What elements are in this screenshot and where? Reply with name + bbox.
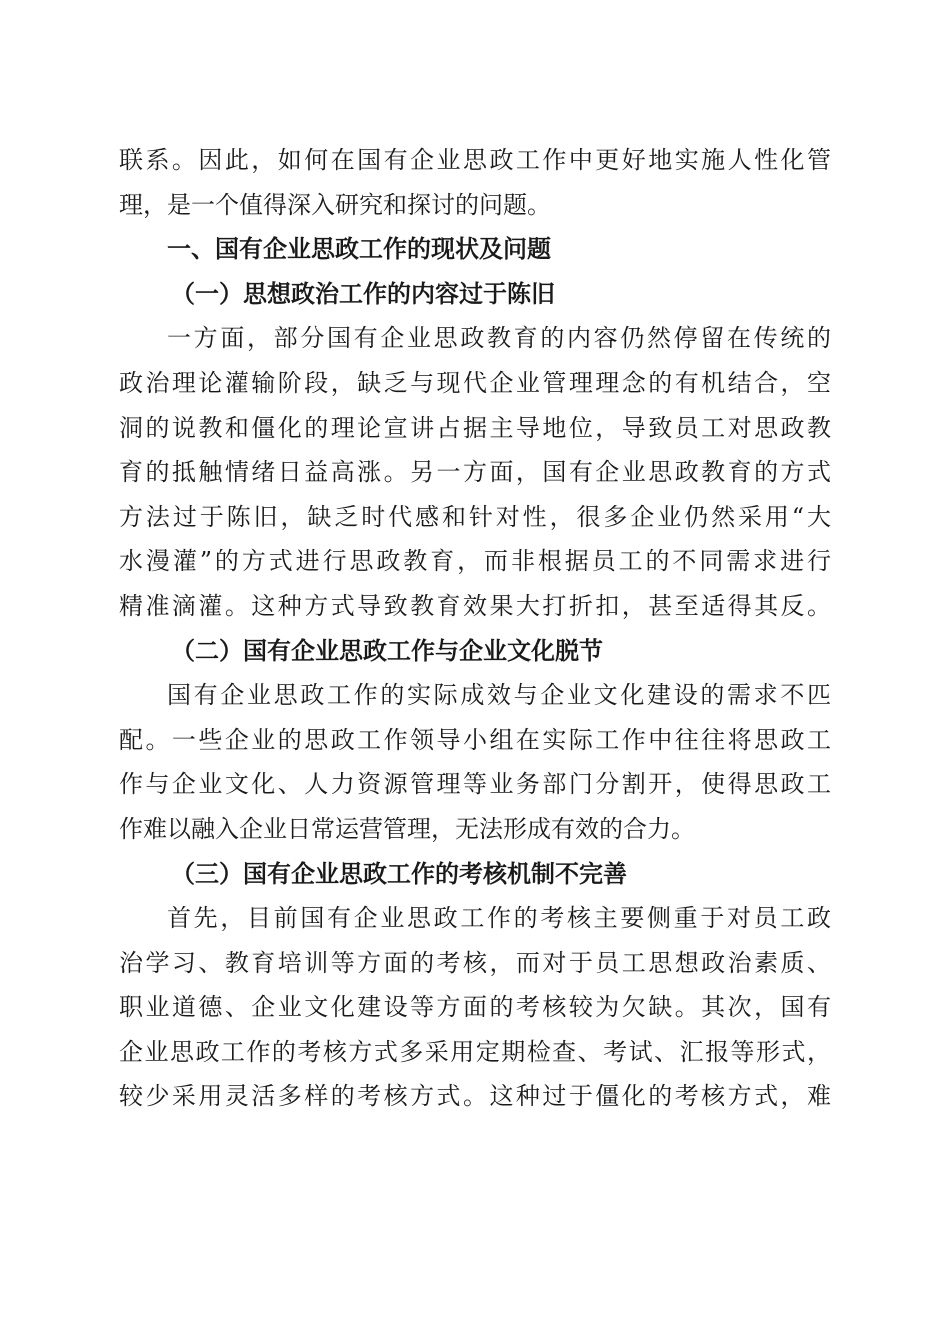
body-line: 职业道德、企业文化建设等方面的考核较为欠缺。其次，国有 [119,993,831,1022]
body-line: 政治理论灌输阶段，缺乏与现代企业管理理念的有机结合，空 [119,368,831,397]
document-body [119,138,831,1119]
body-line: 配。一些企业的思政工作领导小组在实际工作中往往将思政工 [119,725,831,754]
body-line: 较少采用灵活多样的考核方式。这种过于僵化的考核方式，难 [119,1082,831,1111]
body-line: 一方面，部分国有企业思政教育的内容仍然停留在传统的 [167,324,831,353]
body-line: 洞的说教和僵化的理论宣讲占据主导地位，导致员工对思政教 [119,413,831,442]
body-line: 作难以融入企业日常运营管理，无法形成有效的合力。 [119,814,695,843]
body-line: 理，是一个值得深入研究和探讨的问题。 [119,190,551,219]
subsection-heading-3: （三）国有企业思政工作的考核机制不完善 [171,858,627,888]
body-line: 水漫灌”的方式进行思政教育，而非根据员工的不同需求进行 [119,547,831,576]
body-line: 作与企业文化、人力资源管理等业务部门分割开，使得思政工 [119,770,831,799]
body-line: 首先，目前国有企业思政工作的考核主要侧重于对员工政 [167,904,831,933]
body-line: 企业思政工作的考核方式多采用定期检查、考试、汇报等形式， [119,1037,831,1066]
subsection-heading-2: （二）国有企业思政工作与企业文化脱节 [171,635,603,665]
body-line: 治学习、教育培训等方面的考核，而对于员工思想政治素质、 [119,948,831,977]
subsection-heading-1: （一）思想政治工作的内容过于陈旧 [171,278,555,308]
body-line: 方法过于陈旧，缺乏时代感和针对性，很多企业仍然采用“大 [119,502,831,531]
body-line: 国有企业思政工作的实际成效与企业文化建设的需求不匹 [167,681,831,710]
section-heading: 一、国有企业思政工作的现状及问题 [167,235,551,264]
body-line: 育的抵触情绪日益高涨。另一方面，国有企业思政教育的方式 [119,458,831,487]
body-line: 联系。因此，如何在国有企业思政工作中更好地实施人性化管 [119,146,831,174]
body-line: 精准滴灌。这种方式导致教育效果大打折扣，甚至适得其反。 [119,591,831,620]
